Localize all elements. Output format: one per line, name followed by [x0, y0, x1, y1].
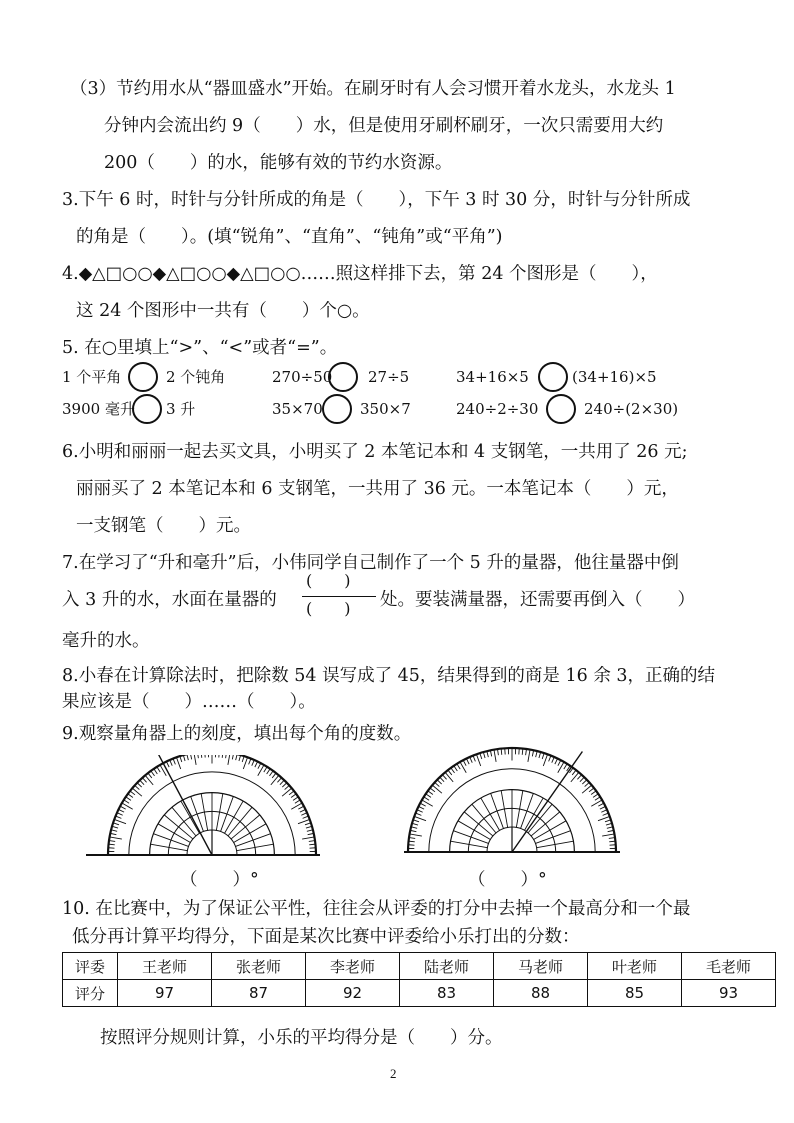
- row-label-score: 评分: [63, 980, 118, 1007]
- judge-cell: 张老师: [212, 953, 306, 980]
- score-cell: 87: [212, 980, 306, 1007]
- judge-cell: 王老师: [118, 953, 212, 980]
- q4-line1: 4.◆△□○○◆△□○○◆△□○○……照这样排下去，第 24 个图形是（ ），: [62, 264, 658, 284]
- judge-cell: 马老师: [494, 953, 588, 980]
- q10-line1: 10. 在比赛中，为了保证公平性，往往会从评委的打分中去掉一个最高分和一个最: [62, 899, 691, 919]
- score-cell: 83: [400, 980, 494, 1007]
- q7-fraction-bar: [302, 596, 376, 597]
- q5-r1c2-left: 270÷50: [272, 368, 333, 386]
- q9-answer-1: （ ）°: [180, 870, 259, 890]
- q5-title: 5. 在○里填上“>”、“<”或者“=”。: [62, 338, 338, 358]
- q2-3-line1: （3）节约用水从“器皿盛水”开始。在刷牙时有人会习惯开着水龙头，水龙头 1: [70, 79, 676, 99]
- q5-r2c3-left: 240÷2÷30: [456, 400, 539, 418]
- q7-line3: 毫升的水。: [62, 631, 150, 651]
- compare-circle-6[interactable]: [546, 394, 576, 424]
- q6-line1: 6.小明和丽丽一起去买文具，小明买了 2 本笔记本和 4 支钢笔，一共用了 26 元;: [62, 442, 688, 462]
- protractor-2: [398, 740, 628, 862]
- q6-line3: 一支钢笔（ ）元。: [76, 516, 251, 536]
- q5-r1c2-right: 27÷5: [368, 368, 410, 386]
- score-table: [62, 952, 776, 1007]
- q5-r2c2-right: 350×7: [360, 400, 411, 418]
- q8-line2: 果应该是（ ）……（ ）。: [62, 692, 316, 712]
- q7-line1: 7.在学习了“升和毫升”后，小伟同学自己制作了一个 5 升的量器，他往量器中倒: [62, 553, 679, 573]
- score-cell: 97: [118, 980, 212, 1007]
- q3-line1: 3.下午 6 时，时针与分针所成的角是（ ），下午 3 时 30 分，时针与分针所成: [62, 190, 691, 210]
- q5-r1c1-right: 2 个钝角: [166, 368, 226, 386]
- score-cell: 88: [494, 980, 588, 1007]
- judge-cell: 李老师: [306, 953, 400, 980]
- q5-r1c1-left: 1 个平角: [62, 368, 122, 386]
- judge-cell: 毛老师: [682, 953, 776, 980]
- page-number: 2: [390, 1066, 397, 1081]
- q2-3-line3: 200（ ）的水，能够有效的节约水资源。: [104, 153, 453, 173]
- q7-line2-b: 处。要装满量器，还需要再倒入（ ）: [380, 590, 695, 610]
- protractor-1: [84, 755, 354, 865]
- compare-circle-1[interactable]: [128, 362, 158, 392]
- q5-r2c1-right: 3 升: [166, 400, 196, 418]
- compare-circle-4[interactable]: [132, 394, 162, 424]
- q7-fraction-denominator: ( ): [306, 599, 351, 618]
- q8-line1: 8.小春在计算除法时，把除数 54 误写成了 45，结果得到的商是 16 余 3，正确的结: [62, 666, 716, 686]
- compare-circle-5[interactable]: [322, 394, 352, 424]
- q3-line2: 的角是（ ）。(填“锐角”、“直角”、“钝角”或“平角”): [76, 227, 503, 247]
- q9-title: 9.观察量角器上的刻度，填出每个角的度数。: [62, 724, 412, 744]
- row-label-judge: 评委: [63, 953, 118, 980]
- q5-r1c3-left: 34+16×5: [456, 368, 529, 386]
- compare-circle-3[interactable]: [538, 362, 568, 392]
- q9-answer-2: （ ）°: [468, 870, 547, 890]
- q5-r2c3-right: 240÷(2×30): [584, 400, 679, 418]
- q5-r2c2-left: 35×70: [272, 400, 323, 418]
- q5-r2c1-left: 3900 毫升: [62, 400, 135, 418]
- compare-circle-2[interactable]: [328, 362, 358, 392]
- q6-line2: 丽丽买了 2 本笔记本和 6 支钢笔，一共用了 36 元。一本笔记本（ ）元，: [76, 479, 679, 499]
- q7-fraction-numerator: ( ): [306, 571, 351, 590]
- q4-line2: 这 24 个图形中一共有（ ）个○。: [76, 301, 370, 321]
- q10-line2: 低分再计算平均得分，下面是某次比赛中评委给小乐打出的分数：: [72, 927, 580, 947]
- score-cell: 93: [682, 980, 776, 1007]
- judge-cell: 叶老师: [588, 953, 682, 980]
- q2-3-line2: 分钟内会流出约 9（ ）水，但是使用牙刷杯刷牙，一次只需要用大约: [104, 116, 664, 136]
- table-row-judges: [63, 953, 776, 980]
- q10-footer: 按照评分规则计算，小乐的平均得分是（ ）分。: [100, 1028, 503, 1048]
- score-cell: 85: [588, 980, 682, 1007]
- q7-line2-a: 入 3 升的水，水面在量器的: [62, 590, 277, 610]
- table-row-scores: [63, 980, 776, 1007]
- q5-r1c3-right: (34+16)×5: [572, 368, 657, 386]
- judge-cell: 陆老师: [400, 953, 494, 980]
- score-cell: 92: [306, 980, 400, 1007]
